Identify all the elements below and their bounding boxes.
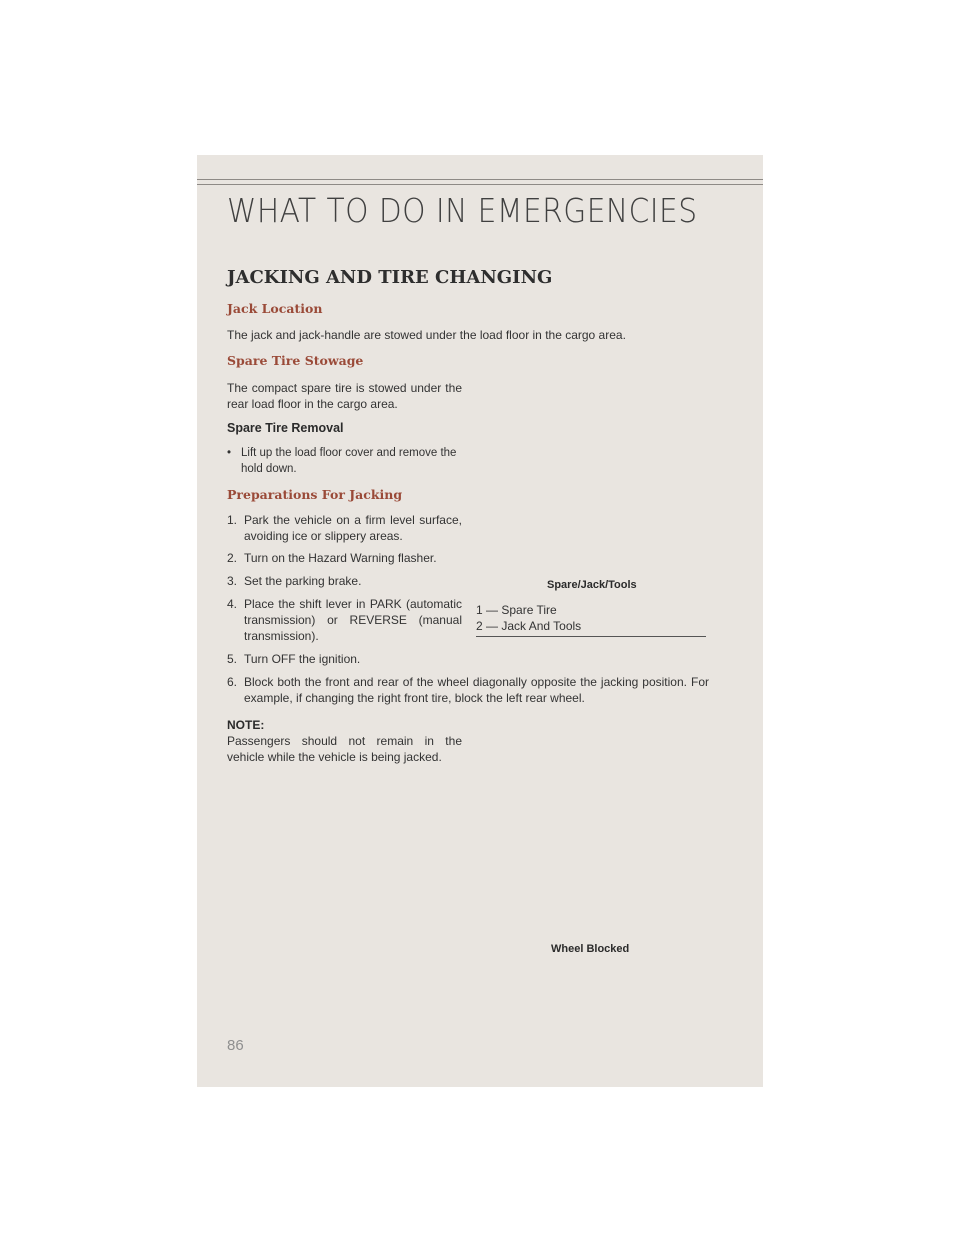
- step-number: 6.: [227, 675, 238, 689]
- spare-tire-removal-heading: Spare Tire Removal: [227, 421, 344, 435]
- figure-legend: [476, 602, 706, 637]
- step-item: [227, 651, 462, 667]
- step-text: Park the vehicle on a firm level surface, avoiding ice or slippery areas.: [244, 513, 462, 543]
- legend-item: 2 — Jack And Tools: [476, 619, 582, 633]
- spare-tire-stowage-heading: Spare Tire Stowage: [227, 353, 364, 368]
- header-rule-secondary: [197, 184, 763, 185]
- spare-tire-removal-bullet: [227, 445, 462, 477]
- note-text: Passengers should not remain in the vehicle while the vehicle is being jacked.: [227, 734, 462, 764]
- section-title: WHAT TO DO IN EMERGENCIES: [227, 191, 698, 230]
- figure-caption-spare-jack-tools: Spare/Jack/Tools: [547, 579, 637, 591]
- manual-page: [197, 155, 763, 1087]
- step-text: Turn OFF the ignition.: [244, 652, 361, 666]
- step-number: 2.: [227, 551, 238, 565]
- step-number: 5.: [227, 652, 238, 666]
- step-text: Block both the front and rear of the wheel diagonally opposite the jacking position. For example, if changing the right front tire, block the left rear wheel.: [244, 675, 709, 705]
- note-label: NOTE:: [227, 718, 265, 732]
- step-item: [227, 674, 709, 706]
- jack-location-heading: Jack Location: [227, 301, 323, 316]
- page-number: 86: [227, 1037, 244, 1054]
- step-text: Set the parking brake.: [244, 574, 362, 588]
- figure-caption-wheel-blocked: Wheel Blocked: [551, 943, 630, 955]
- main-heading: JACKING AND TIRE CHANGING: [227, 267, 553, 288]
- step-item: [227, 512, 462, 544]
- legend-item: 1 — Spare Tire: [476, 603, 557, 617]
- header-rule: [197, 179, 763, 180]
- step-text: Place the shift lever in PARK (automatic transmission) or REVERSE (manual transmission).: [244, 597, 462, 643]
- preparations-heading: Preparations For Jacking: [227, 487, 403, 502]
- bullet-text: Lift up the load floor cover and remove the hold down.: [241, 447, 457, 475]
- step-item: [227, 596, 462, 644]
- step-number: 3.: [227, 574, 238, 588]
- step-item: [227, 550, 462, 566]
- bullet-icon: •: [227, 447, 232, 459]
- jack-location-text: The jack and jack-handle are stowed under the load floor in the cargo area.: [227, 328, 626, 342]
- step-item: [227, 573, 462, 589]
- step-number: 4.: [227, 597, 238, 611]
- step-number: 1.: [227, 513, 238, 527]
- step-text: Turn on the Hazard Warning flasher.: [244, 551, 437, 565]
- spare-tire-stowage-text: The compact spare tire is stowed under the rear load floor in the cargo area.: [227, 381, 462, 411]
